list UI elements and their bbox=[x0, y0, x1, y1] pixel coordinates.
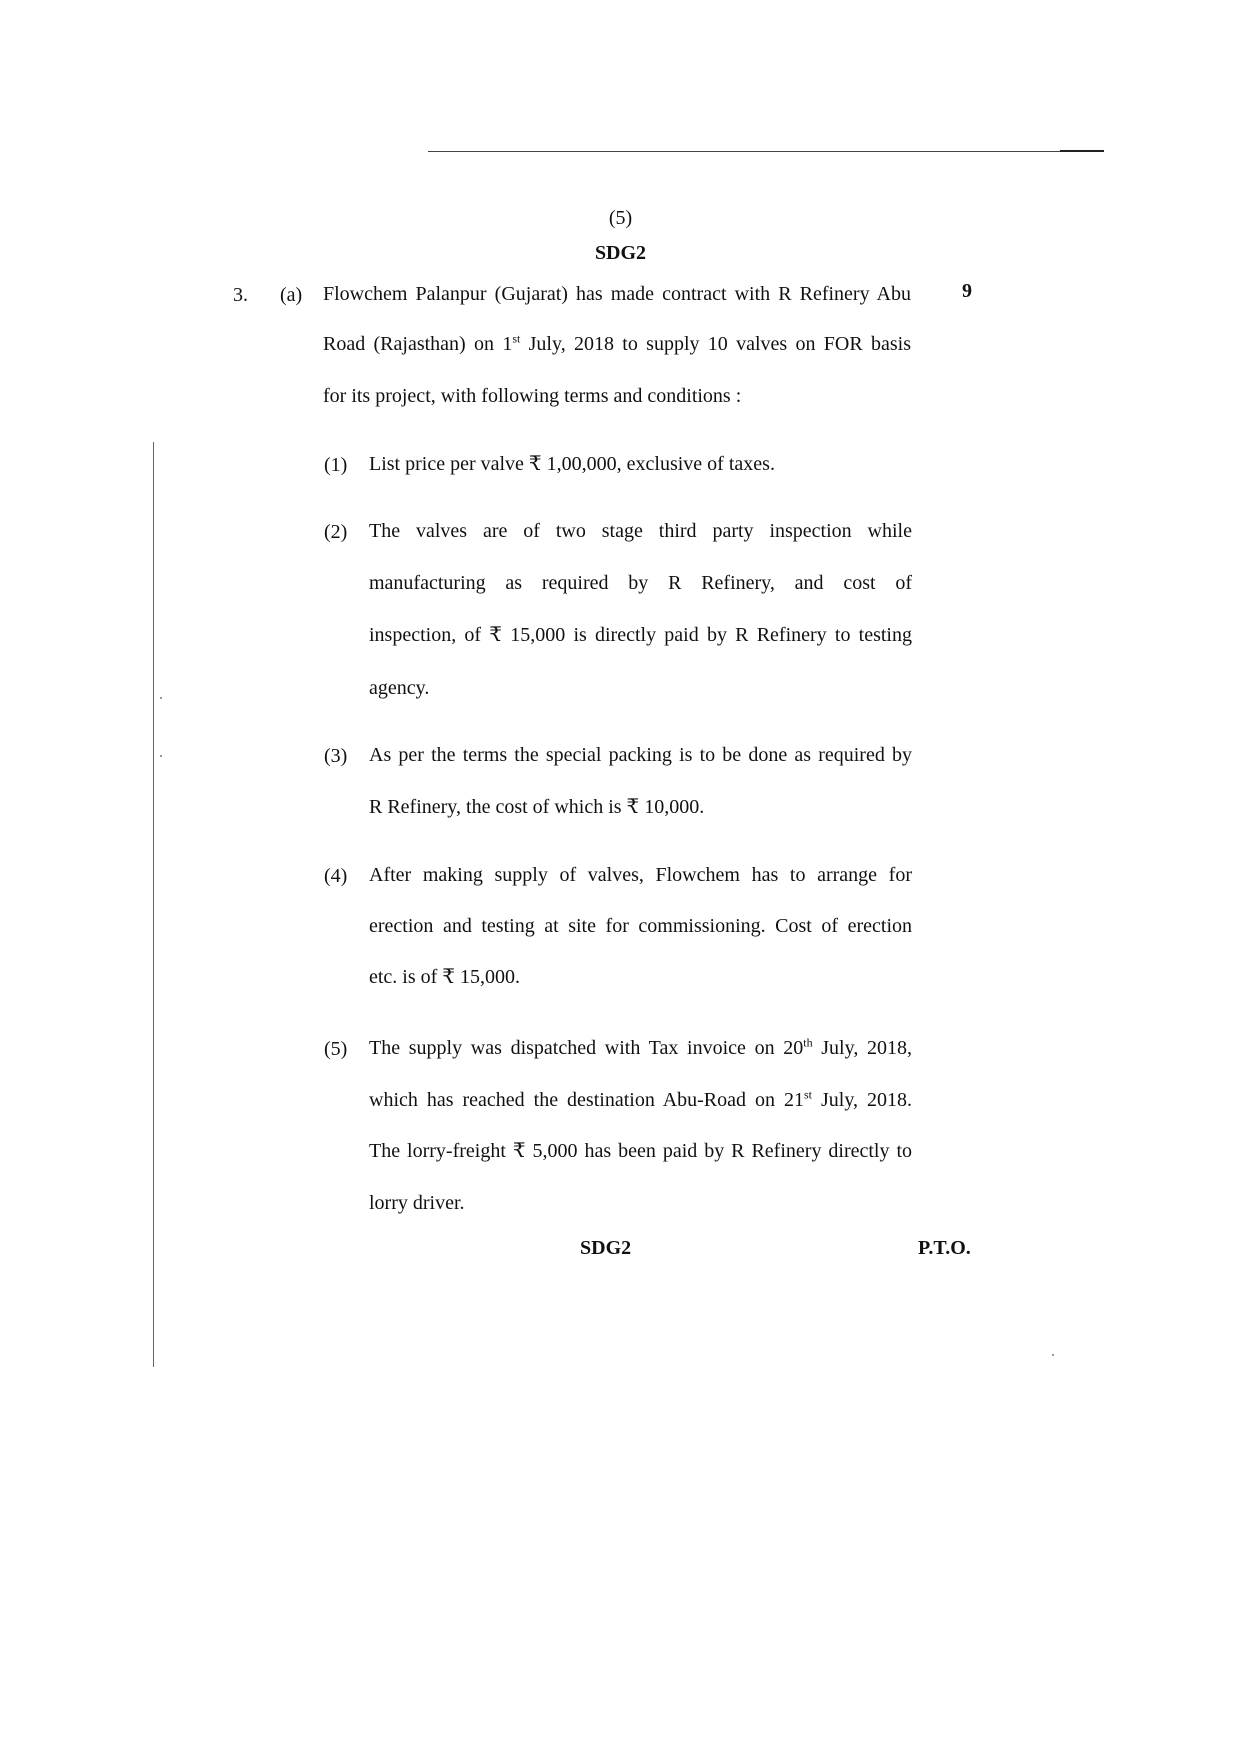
scan-speck bbox=[160, 697, 162, 699]
paper-code-footer: SDG2 bbox=[580, 1237, 632, 1259]
item-line: agency. bbox=[369, 677, 430, 699]
item-line: lorry driver. bbox=[369, 1192, 465, 1214]
item-line: As per the terms the special packing is to be done as required by bbox=[369, 744, 912, 766]
item-line: erection and testing at site for commissioning. Cost of erection bbox=[369, 915, 912, 937]
top-rule bbox=[428, 151, 1104, 152]
item-line: which has reached the destination Abu-Road on 21st July, 2018. bbox=[369, 1087, 912, 1111]
item-line: List price per valve ₹ 1,00,000, exclusive of taxes. bbox=[369, 453, 775, 475]
page-number: (5) bbox=[608, 207, 633, 229]
paper-code-header: SDG2 bbox=[594, 242, 647, 264]
intro-line: for its project, with following terms and conditions : bbox=[323, 385, 742, 407]
pto-label: P.T.O. bbox=[918, 1237, 971, 1259]
scan-speck bbox=[160, 755, 162, 757]
question-number: 3. bbox=[233, 284, 248, 306]
intro-line: Road (Rajasthan) on 1st July, 2018 to supply 10 valves on FOR basis bbox=[323, 331, 912, 355]
item-line: The lorry-freight ₹ 5,000 has been paid by R Refinery directly to bbox=[369, 1140, 912, 1162]
item-line: The valves are of two stage third party inspection while bbox=[369, 520, 912, 542]
item-line: R Refinery, the cost of which is ₹ 10,000. bbox=[369, 796, 705, 818]
item-line: etc. is of ₹ 15,000. bbox=[369, 966, 521, 988]
item-number: (2) bbox=[324, 521, 348, 543]
item-line: After making supply of valves, Flowchem has to arrange for bbox=[369, 864, 912, 886]
scan-margin-line bbox=[153, 442, 154, 1367]
item-number: (4) bbox=[324, 865, 348, 887]
item-line: The supply was dispatched with Tax invoice on 20th July, 2018, bbox=[369, 1035, 912, 1059]
top-rule-end bbox=[1060, 150, 1104, 152]
item-number: (1) bbox=[324, 454, 348, 476]
item-line: inspection, of ₹ 15,000 is directly paid by R Refinery to testing bbox=[369, 624, 912, 646]
scan-speck bbox=[1052, 1354, 1054, 1356]
item-line: manufacturing as required by R Refinery, and cost of bbox=[369, 572, 912, 594]
question-marks: 9 bbox=[962, 280, 972, 302]
question-part: (a) bbox=[280, 284, 303, 306]
item-number: (5) bbox=[324, 1038, 348, 1060]
intro-line: Flowchem Palanpur (Gujarat) has made contract with R Refinery Abu bbox=[323, 283, 911, 305]
item-number: (3) bbox=[324, 745, 348, 767]
